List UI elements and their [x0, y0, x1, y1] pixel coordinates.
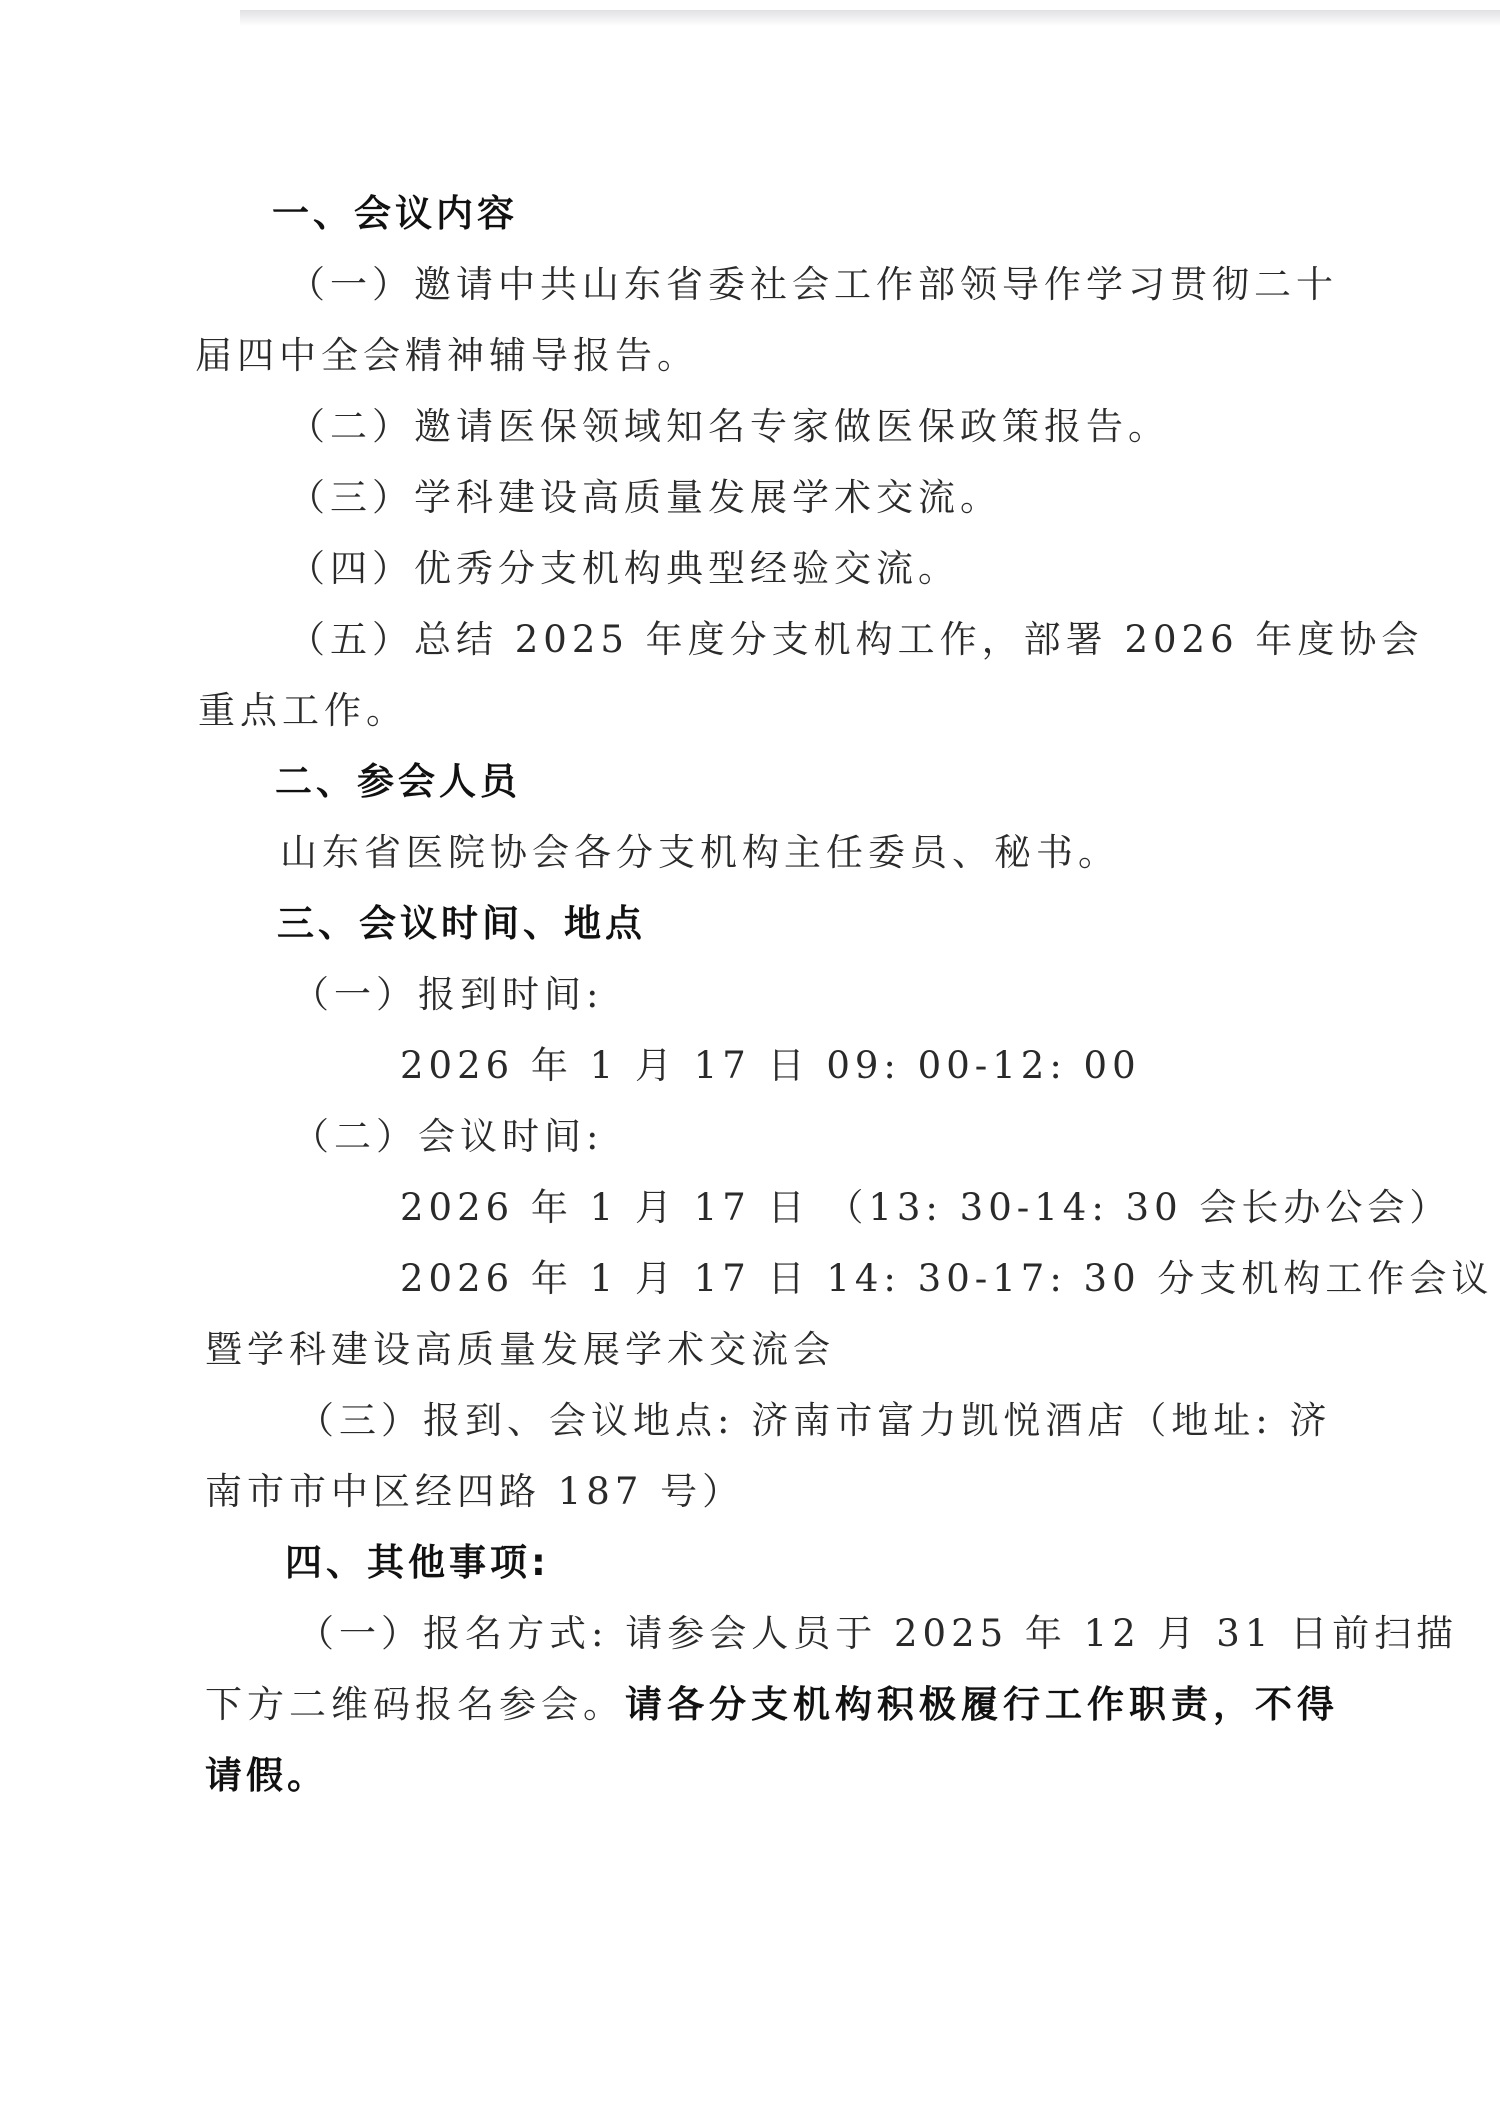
- attendees-text: 山东省医院协会各分支机构主任委员、秘书。: [280, 831, 1120, 874]
- section-heading-other-matters: 四、其他事项:: [285, 1541, 550, 1584]
- content-item-3: （三）学科建设高质量发展学术交流。: [288, 476, 1002, 519]
- section-heading-attendees: 二、参会人员: [275, 760, 521, 803]
- registration-line-1: （一）报名方式: 请参会人员于 2025 年 12 月 31 日前扫描: [297, 1612, 1459, 1655]
- registration-line-3: 请假。: [205, 1754, 328, 1797]
- content-item-2: （二）邀请医保领域知名专家做医保政策报告。: [288, 405, 1170, 448]
- content-item-5-cont: 重点工作。: [198, 689, 408, 732]
- venue-line-1: （三）报到、会议地点: 济南市富力凯悦酒店（地址: 济: [297, 1399, 1332, 1442]
- content-item-1: （一）邀请中共山东省委社会工作部领导作学习贯彻二十: [288, 263, 1338, 306]
- meeting-time-2-cont: 暨学科建设高质量发展学术交流会: [205, 1328, 835, 1371]
- content-item-1-cont: 届四中全会精神辅导报告。: [195, 334, 699, 377]
- section-heading-time-location: 三、会议时间、地点: [277, 902, 646, 945]
- checkin-time: 2026 年 1 月 17 日 09: 00-12: 00: [400, 1044, 1141, 1087]
- meeting-time-label: （二）会议时间:: [292, 1115, 604, 1158]
- registration-emphasis-text: 请各分支机构积极履行工作职责，不得: [625, 1683, 1339, 1726]
- scan-shadow: [240, 10, 1500, 26]
- checkin-label: （一）报到时间:: [292, 973, 604, 1016]
- section-heading-meeting-content: 一、会议内容: [272, 192, 518, 235]
- venue-line-2: 南市市中区经四路 187 号）: [205, 1470, 745, 1513]
- registration-method-text: 下方二维码报名参会。: [205, 1683, 625, 1726]
- registration-line-2: [205, 1683, 1339, 1726]
- content-item-4: （四）优秀分支机构典型经验交流。: [288, 547, 960, 590]
- content-item-5: （五）总结 2025 年度分支机构工作，部署 2026 年度协会: [288, 618, 1424, 661]
- meeting-time-1: 2026 年 1 月 17 日 （13: 30-14: 30 会长办公会）: [400, 1186, 1452, 1229]
- meeting-time-2: 2026 年 1 月 17 日 14: 30-17: 30 分支机构工作会议: [400, 1257, 1494, 1300]
